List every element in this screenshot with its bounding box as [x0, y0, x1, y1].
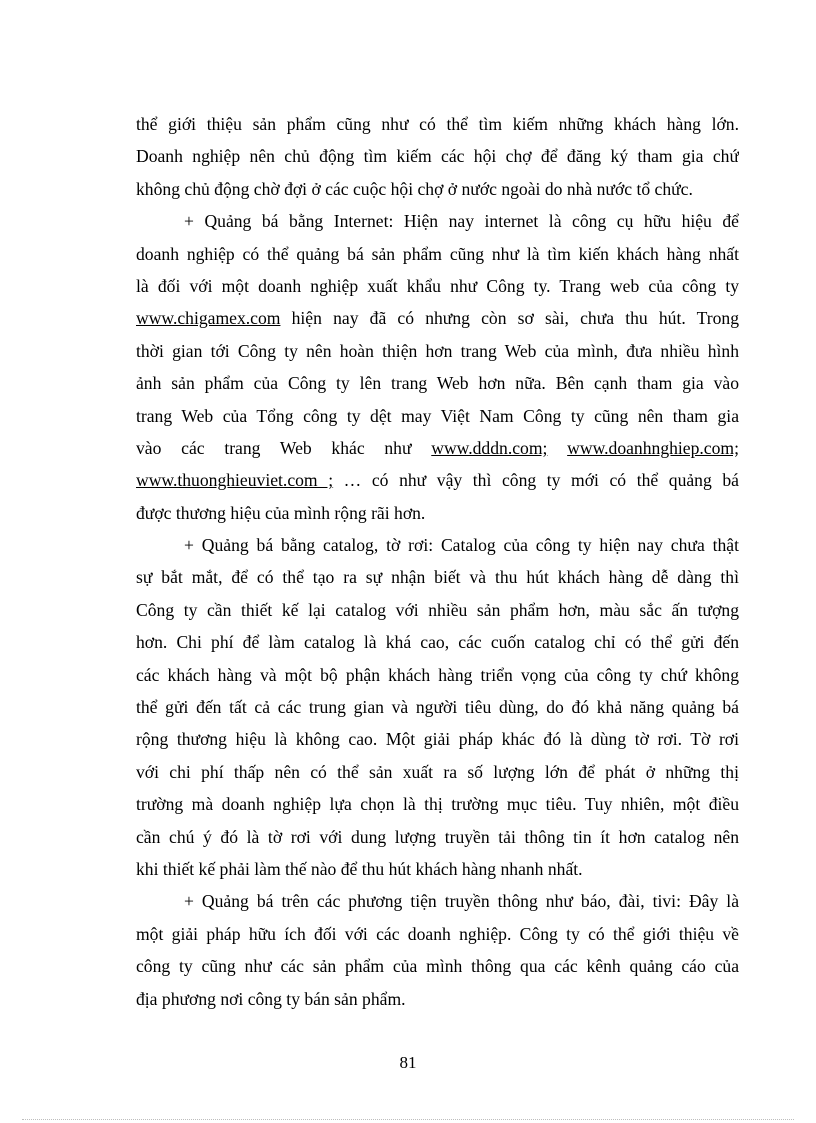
text-line: không chủ động chờ đợi ở các cuộc hội chợ ở nước ngoài do nhà nước tổ chức.: [136, 178, 693, 199]
text-line: trường mà doanh nghiệp lựa chọn là thị trường mục tiêu. Tuy nhiên, một điều: [136, 794, 739, 815]
text-line: là đối với một doanh nghiệp xuất khẩu như Công ty. Trang web của công ty: [136, 275, 739, 296]
thuonghieuviet-link[interactable]: www.thuonghieuviet.com ;: [136, 470, 334, 491]
text-line: công ty cũng như các sản phẩm của mình thông qua các kênh quảng cáo của: [136, 956, 739, 977]
text-fragment: … có như vậy thì công ty mới có thể quảng bá: [333, 470, 739, 491]
text-line: được thương hiệu của mình rộng rãi hơn.: [136, 502, 426, 523]
text-line: khi thiết kế phải làm thế nào để thu hút khách hàng nhanh nhất.: [136, 858, 583, 879]
paragraph-internet-first-line: + Quảng bá bằng Internet: Hiện nay internet là công cụ hữu hiệu để: [184, 211, 739, 232]
text-line: rộng thương hiệu là không cao. Một giải pháp khác đó là dùng tờ rơi. Tờ rơi: [136, 729, 739, 750]
text-fragment: hiện nay đã có nhưng còn sơ sài, chưa thu hút. Trong: [280, 308, 739, 329]
text-fragment: vào các trang Web khác như: [136, 437, 432, 458]
text-line: các khách hàng và một bộ phận khách hàng triển vọng của công ty chứ không: [136, 664, 739, 685]
text-line: thời gian tới Công ty nên hoàn thiện hơn trang Web của mình, đưa nhiều hình: [136, 340, 739, 361]
text-line: trang Web của Tổng công ty dệt may Việt Nam Công ty cũng nên tham gia: [136, 405, 739, 426]
text-line: thể gửi đến tất cả các trung gian và người tiêu dùng, do đó khả năng quảng bá: [136, 697, 739, 718]
paragraph-media-first-line: + Quảng bá trên các phương tiện truyền thông như báo, đài, tivi: Đây là: [184, 891, 739, 912]
text-line: với chi phí thấp nên có thể sản xuất ra số lượng lớn để phát ở những thị: [136, 761, 739, 782]
text-line: thể giới thiệu sản phẩm cũng như có thể tìm kiếm những khách hàng lớn.: [136, 114, 739, 134]
text-line: cần chú ý đó là tờ rơi với dung lượng truyền tải thông tin ít hơn catalog nên: [136, 826, 739, 847]
text-line: Công ty cần thiết kế lại catalog với nhiều sản phẩm hơn, màu sắc ấn tượng: [136, 599, 739, 620]
chigamex-link[interactable]: www.chigamex.com: [136, 308, 281, 329]
text-fragment: [547, 438, 567, 458]
body-text: [136, 108, 739, 1015]
text-line: [136, 464, 739, 496]
dddn-link[interactable]: www.dddn.com;: [431, 437, 548, 458]
text-line: doanh nghiệp có thể quảng bá sản phẩm cũng như là tìm kiến khách hàng nhất: [136, 243, 739, 264]
text-line: Doanh nghiệp nên chủ động tìm kiếm các hội chợ để đăng ký tham gia chứ: [136, 146, 739, 167]
text-line: ảnh sản phẩm của Công ty lên trang Web hơn nữa. Bên cạnh tham gia vào: [136, 373, 739, 394]
paragraph-catalog-first-line: + Quảng bá bằng catalog, tờ rơi: Catalog của công ty hiện nay chưa thật: [184, 535, 739, 556]
doanhnghiep-link[interactable]: www.doanhnghiep.com;: [567, 437, 739, 458]
text-line: địa phương nơi công ty bán sản phẩm.: [136, 988, 406, 1009]
text-line: sự bắt mắt, để có thể tạo ra sự nhận biết và thu hút khách hàng dễ dàng thì: [136, 567, 739, 588]
page-number: 81: [399, 1053, 417, 1072]
text-line: hơn. Chi phí để làm catalog là khá cao, các cuốn catalog chỉ có thể gửi đến: [136, 632, 739, 653]
footer-divider: [22, 1119, 794, 1120]
text-line: một giải pháp hữu ích đối với các doanh nghiệp. Công ty có thể giới thiệu về: [136, 923, 739, 944]
text-line: [136, 432, 739, 464]
text-line: [136, 302, 739, 334]
